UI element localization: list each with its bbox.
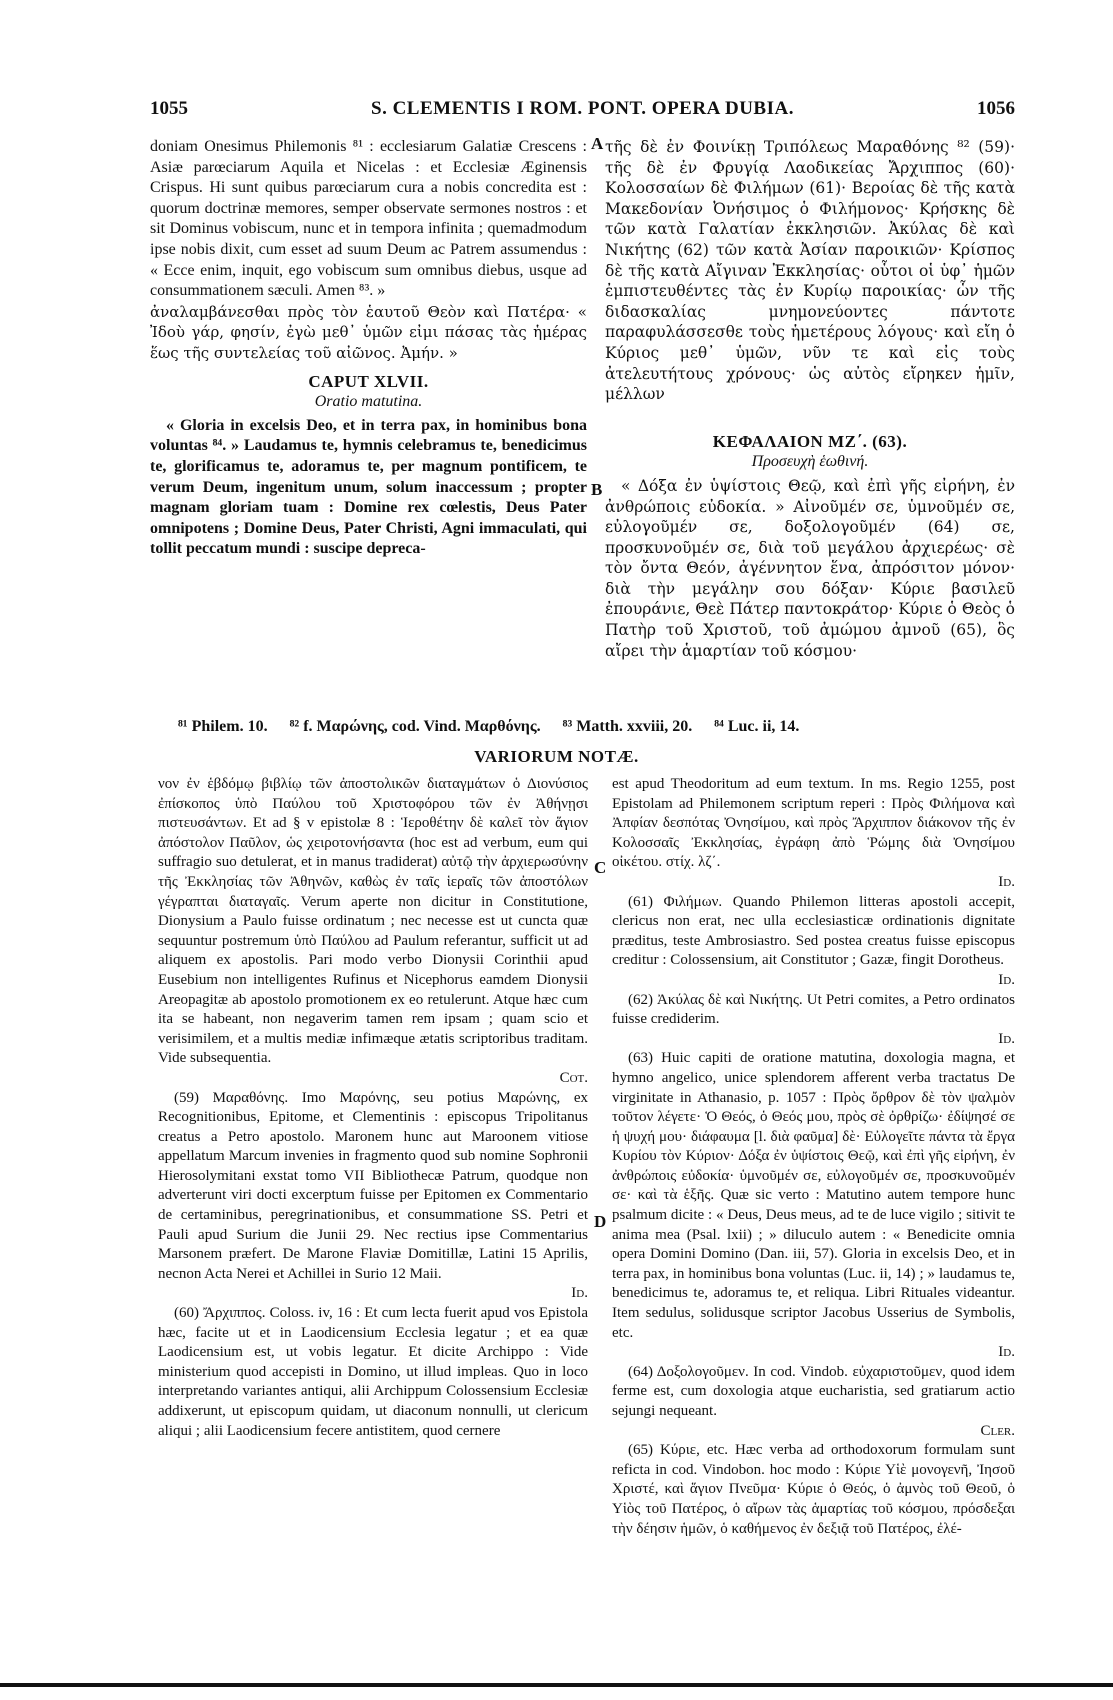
greek-paragraph-2: « Δόξα ἐν ὑψίστοις Θεῷ, καὶ ἐπὶ γῆς εἰρήνη, ἐν ἀνθρώποις εὐδοκία. » Αἰνοῦμέν σε, ὑμνοῦμέν σε, εὐλογοῦμέν σε, δοξολογοῦμέν (64) σε, προσκυνοῦμέν σε, διὰ τοῦ μεγάλου ἀρχιερέως· σὲ τὸν ὄντα Θεόν, ἀγέννητον ἕνα, ἀπρόσιτον μόνον· διὰ τὴν μεγάλην σου δόξαν· Κύριε βασιλεῦ ἐπουράνιε, Θεὲ Πάτερ παντοκράτορ· Κύριε ὁ Θεὸς ὁ Πατὴρ τοῦ Χριστοῦ, τοῦ ἀμώμου ἀμνοῦ (65), ὃς αἴρει τὴν ἁμαρτίαν τοῦ κόσμου· bbox=[605, 476, 1015, 660]
note-signature: Cot. bbox=[559, 1069, 588, 1086]
note-signature: Id. bbox=[998, 1030, 1015, 1047]
chapter-heading-latin: CAPUT XLVII. bbox=[308, 371, 429, 391]
page-number-right: 1056 bbox=[977, 98, 1015, 119]
running-title: S. CLEMENTIS I ROM. PONT. OPERA DUBIA. bbox=[371, 98, 794, 119]
running-head bbox=[150, 98, 1015, 124]
footnote-81: ⁸¹ Philem. 10. bbox=[178, 718, 268, 735]
greek-carryover: ἀναλαμβάνεσθαι πρὸς τὸν ἑαυτοῦ Θεὸν καὶ Πατέρα· « Ἰδοὺ γάρ, φησίν, ἐγὼ μεθ᾿ ὑμῶν εἰμι πάσας τὰς ἡμέρας ἕως τῆς συντελείας τοῦ αἰῶνος. Ἀμήν. » bbox=[150, 302, 587, 362]
latin-paragraph-2: « Gloria in excelsis Deo, et in terra pax, in hominibus bona voluntas ⁸⁴. » Laudamus te, hymnis celebramus te, benedicimus te, glorificamus te, adoramus te, per magnum pontificem, te verum Deum, ingenitum unum, solum inaccessum ; propter magnam gloriam tuam : Domine rex cœlestis, Deus Pater omnipotens ; Domine Deus, Pater Christi, Agni immaculati, qui tollit peccatum mundi : suscipe depreca- bbox=[150, 416, 587, 558]
footnote-84: ⁸⁴ Luc. ii, 14. bbox=[714, 718, 800, 735]
greek-text-column bbox=[605, 137, 1015, 661]
note-62: (62) Ἀκύλας δὲ καὶ Νικήτης. Ut Petri comites, a Petro ordinatos fuisse crediderim. bbox=[612, 991, 1015, 1028]
bottom-rule bbox=[0, 1683, 1113, 1687]
chapter-subtitle-greek: Προσευχὴ ἑωθινή. bbox=[751, 453, 869, 471]
chapter-subtitle-latin: Oratio matutina. bbox=[314, 393, 423, 411]
footnote-82: ⁸² f. Μαρώνης, cod. Vind. Μαρθόνης. bbox=[289, 718, 541, 735]
note-65: (65) Κύριε, etc. Hæc verba ad orthodoxorum formulam sunt reficta in cod. Vindobon. hoc modo : Κύριε Υἱὲ μονογενῆ, Ἰησοῦ Χριστέ, καὶ ἅγιον Πνεῦμα· Κύριε ὁ Θεός, ὁ ἀμνὸς τοῦ Θεοῦ, ὁ Υἱὸς τοῦ Πατέρος, ὁ αἴρων τὰς ἁμαρτίας τοῦ κόσμου, πρόσδεξαι τὴν δέησιν ἡμῶν, ὁ καθήμενος ἐν δεξιᾷ τοῦ Πατέρος, ἐλέ- bbox=[612, 1442, 1015, 1537]
note-signature: Id. bbox=[998, 1344, 1015, 1361]
note-continuation: νον ἐν ἑβδόμῳ βιβλίῳ τῶν ἀποστολικῶν διαταγμάτων ὁ Διονύσιος ἐπίσκοπος ὑπὸ Παύλου τοῦ Χριστοφόρου τῶν ἐν Ἀθήνῃσι πιστευσάντων. Et ad § v epistolæ 8 : Ἱεροθέτην δὲ καλεῖ τὸν ἅγιον ἀπόστολον Παῦλον, ὡς χειροτονήσαντα (hoc est ad verbum, eum qui suffragio suo detulerat, et in manus tradiderat) αὐτῷ τὴν ἀρχιερωσύνην τῆς Ἐκκλησίας τῶν Ἀθηνῶν, καθὼς ἐν ταῖς ἱεραῖς τῶν ἀποστόλων γέγραπται διαταγαῖς. Verum aperte non dicitur in Constitutione, Dionysium a Paulo fuisse ordinatum ; nec necesse est ut cuncta quæ sequuntur postremum ὑπὸ Παύλου ad Paulum referantur, sufficit ut ad aliquem ex apostolis. Pari modo verbo Dionysii Corinthii apud Eusebium non intelligentes Rufinus et Nicephorus eamdem Dionysii Areopagitæ ab apostolo promotionem ex eo retulerunt. Atque hæc cum ita se habeant, non negaverim tamen rem ipsam ; quam scio et verisimilem, et a multis mediæ infimæque ætatis scriptoribus traditam. Vide subsequentia. bbox=[158, 776, 588, 1067]
margin-letter-c: C bbox=[594, 858, 607, 877]
notes-title: VARIORUM NOTÆ. bbox=[474, 747, 639, 766]
page-number-left: 1055 bbox=[150, 98, 188, 119]
note-signature: Id. bbox=[571, 1285, 588, 1302]
note-signature: Id. bbox=[998, 873, 1015, 890]
notes-left-column bbox=[158, 775, 588, 1441]
margin-letter-d: D bbox=[594, 1212, 607, 1231]
footnotes bbox=[178, 718, 1008, 736]
notes-right-column bbox=[612, 775, 1015, 1539]
note-signature: Id. bbox=[998, 971, 1015, 988]
note-60: (60) Ἄρχιππος. Coloss. iv, 16 : Et cum lecta fuerit apud vos Epistola hæc, facite ut et in Laodicensium Ecclesia legatur ; et ea quæ Laodicensium est, ut vobis legatur. Et dicite Archippo : Vide ministerium quod accepisti in Domino, ut illud impleas. Quo in loco interpretando variantes antiqui, alii Archippum Colossensium Ecclesiæ addixerunt, ut episcopum quidam, ut diaconum nonnulli, ut clericum aliqui ; alii Laodicensium fecere antistitem, quod cernere bbox=[158, 1305, 588, 1439]
note-64: (64) Δοξολογοῦμεν. In cod. Vindob. εὐχαριστοῦμεν, quod idem ferme est, cum doxologia atque eucharistia, sed gratiarum actio sejungi nequeant. bbox=[612, 1363, 1015, 1419]
note-63: (63) Huic capiti de oratione matutina, doxologia magna, et hymno angelico, unice splendorem afferent verba tractatus De virginitate in Athanasio, p. 1057 : Πρὸς ὄρθρον δὲ τὸν ψαλμὸν τοῦτον λέγετε· Ὁ Θεός, ὁ Θεός μου, πρὸς σὲ ὀρθρίζω· ἐδίψησέ σε ἡ ψυχή μου· διάφαυμα [l. διὰ φαῦμα] δὲ· Εὐλογεῖτε πάντα τὰ ἔργα Κυρίου τὸν Κύριον· Δόξα ἐν ὑψίστοις Θεῷ, καὶ ἐπὶ γῆς εἰρήνη, ἐν ἀνθρώποις εὐδοκία· ὑμνοῦμέν σε, εὐλογοῦμέν σε, προσκυνοῦμέν σε· καὶ τὰ ἑξῆς. Quæ sic verto : Matutino autem tempore hunc psalmum dicite : « Deus, Deus meus, ad te de luce vigilo ; sitivit te anima mea (Psal. lxii) ; » diluculo autem : « Benedicite omnia opera Domini Domino (Dan. iii, 57). Gloria in excelsis Deo, et in terra pax, in hominibus bona voluntas (Luc. ii, 14) ; » laudamus te, benedicimus te, adoramus te, et reliqua. Libri Rituales videantur. Item sedulus, solidusque scriptor Jacobus Usserius de Symbolis, etc. bbox=[612, 1050, 1015, 1341]
latin-text-column bbox=[150, 137, 587, 560]
note-60-continued: est apud Theodoritum ad eum textum. In ms. Regio 1255, post Epistolam ad Philemonem scriptum reperi : Πρὸς Φιλήμονα καὶ Ἀπφίαν δεσπότας Ὀνησίμου, καὶ πρὸς Ἄρχιππον διάκονον τῆς ἐν Κολοσσαῖς Ἐκκλησίας, ἐγράφη ἀπὸ Ῥώμης διὰ Ὀνησίμου οἰκέτου. στίχ. λζ΄. bbox=[612, 776, 1015, 871]
chapter-heading-greek: ΚΕΦΑΛΑΙΟΝ ΜΖ΄. (63). bbox=[712, 431, 908, 451]
margin-letter-b: B bbox=[591, 480, 603, 499]
latin-paragraph-1: doniam Onesimus Philemonis ⁸¹ : ecclesiarum Galatiæ Crescens : Asiæ parœciarum Aquila et Nicelas : et Ecclesiæ Æginensis Crispus. Hi sunt quibus parœciarum cura a nobis concredita est : quorum doctrinæ memores, semper observate sermones nostros : et sit Dominus vobiscum, nunc et in tempora infinita ; quemadmodum ipse nobis dixit, cum esset ad suum Deum ac Patrem assumendus : « Ecce enim, inquit, ego vobiscum sum omnibus diebus, usque ad consummationem sæculi. Amen ⁸³. » bbox=[150, 138, 587, 300]
margin-letter-a: A bbox=[591, 134, 604, 153]
note-signature: Cler. bbox=[980, 1422, 1015, 1439]
footnote-83: ⁸³ Matth. xxviii, 20. bbox=[562, 718, 693, 735]
note-59: (59) Μαραθόνης. Imo Μαρόνης, seu potius Μαρώνης, ex Recognitionibus, Epitome, et Clementinis : episcopus Tripolitanus creatus a Petro apostolo. Maronem hunc aut Maroonem vitiose appellatum Marcum invenies in fragmento quod sub nomine Sophronii Hierosolymitani exstat tomo VII Bibliothecæ Patrum, quodque non adverterunt viri docti excerptum fuisse per Epitomen ex Commentario de certaminibus, peregrinationibus, et consummatione SS. Petri et Pauli apud Surium die Junii 29. Nec rectius ipse Commentarius Marsonem præfert. De Marone Flaviæ Domitillæ, Latini 15 Aprilis, necnon Acta Nerei et Achillei in Surio 12 Maii. bbox=[158, 1089, 588, 1282]
note-61: (61) Φιλήμων. Quando Philemon litteras apostoli accepit, clericus non erat, nec ulla ecclesiasticæ ordinationis dignitate præditus, teste Ambrosiastro. Sed postea creatus fuisse episcopus creditur : Colossensium, ait Constitutor ; Gazæ, fingit Dorotheus. bbox=[612, 893, 1015, 969]
greek-paragraph-1: τῆς δὲ ἐν Φοινίκῃ Τριπόλεως Μαραθόνης ⁸² (59)· τῆς δὲ ἐν Φρυγίᾳ Λαοδικείας Ἄρχιππος (60)· Κολοσσαίων δὲ Φιλήμων (61)· Βεροίας δὲ τῆς κατὰ Μακεδονίαν Ὀνήσιμος ὁ Φιλήμονος· Κρήσκης δὲ τῶν κατὰ Γαλατίαν ἐκκλησιῶν. Ἀκύλας δὲ καὶ Νικήτης (62) τῶν κατὰ Ἀσίαν παροικιῶν· Κρίσπος δὲ τῆς κατὰ Αἴγιναν Ἐκκλησίας· οὗτοι οἱ ὑφ᾿ ἡμῶν ἐμπιστευθέντες τὰς ἐν Κυρίῳ παροικίας· ὧν τῆς διδασκαλίας μνημονεύοντες πάντοτε παραφυλάσσεσθε τοὺς ἡμετέρους λόγους· καὶ εἴη ὁ Κύριος μεθ᾿ ὑμῶν, νῦν τε καὶ εἰς τοὺς ἀτελευτήτους χρόνους· ὡς αὐτὸς εἴρηκεν ἡμῖν, μέλλων bbox=[605, 138, 1015, 404]
